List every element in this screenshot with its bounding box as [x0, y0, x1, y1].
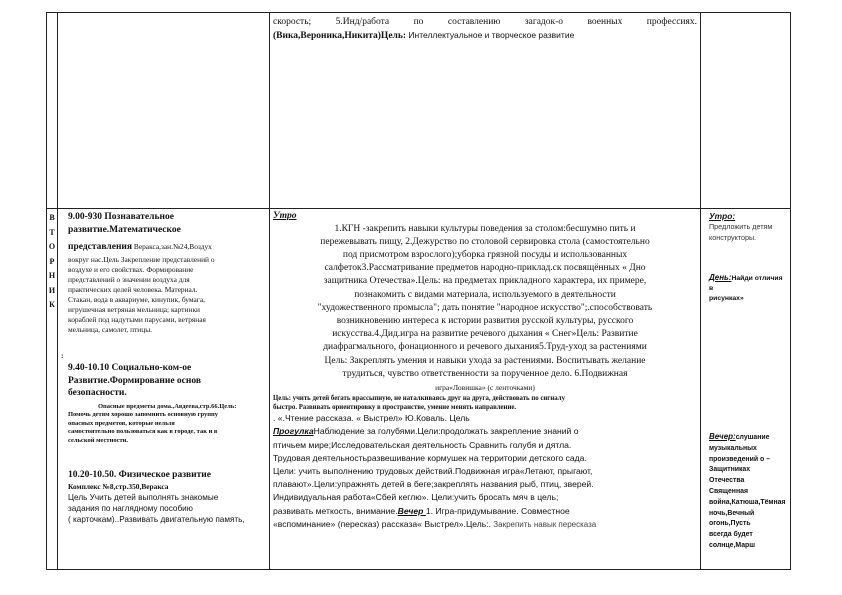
- evening-label: Вечер: [397, 505, 426, 516]
- morning-line: познакомить с видами материала, используемого в деятельности: [354, 289, 616, 300]
- day-letter: В: [49, 213, 55, 222]
- notes-evening-line: всегда будет: [709, 531, 753, 539]
- walk-line: Цели: учить выполнению трудовых действий.Подвижная игра«Летают, прыгают,: [273, 465, 593, 476]
- day-letter: О: [48, 242, 56, 251]
- notes-evening-line: война,Катюша,Тёмная: [709, 498, 786, 506]
- block-social-body-line: самостоятельно пользоваться как в городе, так и в: [68, 428, 218, 436]
- notes-evening-line: солнце,Марш: [709, 541, 756, 549]
- block-cognitive-body-line: воздухе и его свойствах. Формирование: [68, 265, 194, 274]
- block-physical: [68, 469, 266, 525]
- block-physical-body-line: задания по наглядному пособию: [68, 503, 193, 513]
- block-cognitive-body-line: кораблей под надутыми парусами, ветряная: [68, 315, 206, 324]
- block-social-title-1: 9.40-10.10 Социально-ком-ое: [68, 363, 192, 373]
- block-physical-title: 10.20-10.50. Физическое развитие: [68, 470, 211, 481]
- block-cognitive-title-1: 9.00-930 Познавательное: [68, 212, 174, 222]
- activities-cell: [58, 209, 270, 570]
- notes-morning-line: Предложить детям: [709, 222, 773, 231]
- day-cell-empty: [47, 13, 58, 209]
- block-cognitive-body-line: мельница, самолет, птицы.: [68, 325, 153, 334]
- regime-cell: [270, 209, 701, 570]
- notes-evening-line: ночь,Вечный огонь,Пусть: [709, 509, 755, 528]
- notes-cell: [701, 209, 791, 570]
- retelling-line-gray: Закрепить навык пересказа: [491, 519, 597, 529]
- morning-line: 1.КГН -закрепить навыки культуры поведения за столом:бесшумно пить и: [334, 223, 636, 234]
- block-social-body-line: опасных предметов, которые нельзя: [68, 419, 175, 427]
- block-cognitive-title-2: развитие.Математическое: [68, 224, 181, 235]
- continuation-line-2-rest: Интеллектуальное и творческое развитие: [406, 29, 575, 40]
- block-physical-sub: Комплекс №8,стр.350,Веракса: [68, 481, 169, 491]
- day-letter: Р: [49, 256, 55, 266]
- block-cognitive-title-3-rest: Веракса,зан.№24,Воздух: [132, 242, 212, 251]
- continuation-line-2-bold: (Вика,Вероника,Никита)Цель:: [273, 30, 407, 41]
- block-social-body-line: Помочь детям хорошо запомнить основную группу: [68, 411, 219, 419]
- morning-line: защитника Отечества».Цель: на предметах прикладного характера, их примере,: [323, 276, 647, 287]
- morning-label: Утро: [273, 211, 297, 221]
- block-social-title-2: Развитие.Формирование основ: [68, 375, 201, 386]
- notes-evening-line: произведений о –: [709, 455, 770, 463]
- walk-label: Прогулка: [273, 426, 314, 437]
- regime-cell-continuation: [270, 13, 701, 209]
- morning-line: пережевывать пищу, 2.Дежурство по столовой сервировка стола (самостоятельно: [320, 236, 650, 247]
- notes-evening-line: Священная: [709, 487, 748, 495]
- colon-mark: :: [61, 351, 64, 360]
- block-physical-body-line: Цель Учить детей выполнять знакомые: [68, 492, 219, 502]
- notes-morning-label: Утро:: [709, 211, 736, 221]
- block-social: [68, 362, 266, 445]
- block-cognitive-title-3: представления: [68, 242, 133, 252]
- morning-line: Цель: Закреплять умения и навыки ухода за растениями. Воспитывать желание: [324, 355, 646, 366]
- block-cognitive-body-line: игрушечная ветряная мельница; картинки: [68, 305, 200, 314]
- retelling-line: «вспоминание» (пересказ) рассказа« Выстрел».Цель:.: [273, 518, 492, 529]
- morning-line: игра«Ловишка» (с ленточками): [435, 382, 535, 392]
- notes-day-text: Найди отличия в: [709, 275, 783, 292]
- block-cognitive: [68, 211, 266, 335]
- block-social-body-line: Опасные предметы дома.,Авдеева,стр.66.Цель:: [98, 402, 237, 410]
- walk-line: Трудовая деятельностьразвешивание кормушек на территории детского сада.: [273, 452, 587, 463]
- day-letter: Т: [49, 227, 55, 237]
- notes-evening-label: Вечер:: [709, 432, 736, 441]
- notes-evening-text: слушание: [735, 434, 770, 441]
- walk-line: птичьем мире;Исследовательская деятельность Сравнить голубя и дятла.: [273, 439, 572, 450]
- morning-line: "художественного промысла"; дать понятие "народное искусство";.способствовать: [317, 302, 653, 313]
- day-name-cell: [47, 209, 58, 570]
- block-cognitive-body-line: вокруг нас.Цель Закрепление представлений о: [68, 255, 215, 264]
- morning-line: искусства.4.Дид.игра на развитие речевого дыхания « Снег»Цель: Развитие: [332, 329, 638, 340]
- morning-line: салфеток3.Рассматривание предметов народно-приклад.ск посвящённых « Дно: [324, 263, 646, 274]
- day-name-vertical: [47, 209, 57, 313]
- notes-evening-line: музыкальных: [709, 444, 757, 452]
- walk-line: Индивидуальная работа«Сбей кеглю». Цели:учить бросать мяч в цель;: [273, 492, 559, 503]
- morning-line: под присмотром взрослого);уборка грязной посуды и использованных: [342, 249, 628, 260]
- notes-day-text-2: рисунках»: [709, 295, 744, 302]
- plan-table: [46, 12, 791, 570]
- evening-rest: 1. Игра-придумывание. Совместное: [425, 505, 570, 516]
- notes-cell-empty: [701, 13, 791, 209]
- notes-morning-line: конструкторы.: [709, 232, 757, 242]
- day-letter: И: [48, 285, 56, 295]
- notes-evening-line: Защитниках Отечества: [709, 466, 751, 485]
- block-cognitive-body-line: представлений о значении воздуха для: [68, 275, 190, 284]
- walk-line: Наблюдение за голубями.Цели:продолжать закрепление знаний о: [313, 426, 579, 437]
- notes-day-label: День:: [709, 273, 732, 282]
- game-goal-line: Цель: учить детей бегать врассыпную, не наталкиваясь друг на друга, действовать по сигналу: [273, 395, 565, 403]
- morning-line: диафрагмального, фонационного и речевого дыхания5.Труд-уход за растениями: [323, 342, 647, 353]
- activities-cell-empty: [58, 13, 270, 209]
- game-goal-line: быстро. Развивать ориентировку в пространстве, умение менять направление.: [273, 404, 517, 412]
- block-cognitive-body-line: практических целей человека. Материал.: [68, 285, 198, 294]
- block-physical-body-line: ( карточкам)..Развивать двигательную память,: [68, 514, 245, 524]
- block-social-body-line: сельской местности.: [68, 436, 129, 444]
- plan-page: [46, 12, 791, 570]
- continuation-line-1: скорость; 5.Инд/работа по составлению загадок-о военных профессиях.: [273, 17, 697, 27]
- day-letter: Н: [48, 271, 56, 280]
- evening-prefix: развивать меткость, внимание.: [273, 505, 398, 516]
- walk-line: плавают».Цели:упражнять детей в беге;закреплять названия рыб, птиц, зверей.: [273, 479, 594, 490]
- morning-line: возникновению интереса к истории развития русской культуры, русского: [336, 315, 634, 326]
- table-row-tuesday: [47, 209, 791, 570]
- morning-line: трудиться, чувство ответственности за порученное дело. 6.Подвижная: [342, 368, 628, 379]
- reading-line: . «.Чтение рассказа. « Выстрел» Ю.Коваль. Цель: [273, 413, 470, 424]
- table-row-continuation: [47, 13, 791, 209]
- block-social-title-3: безопасности.: [68, 388, 127, 398]
- block-cognitive-body-line: Стакан, вода в аквариуме, кинупик, бумага,: [68, 295, 205, 304]
- day-letter: К: [49, 300, 55, 309]
